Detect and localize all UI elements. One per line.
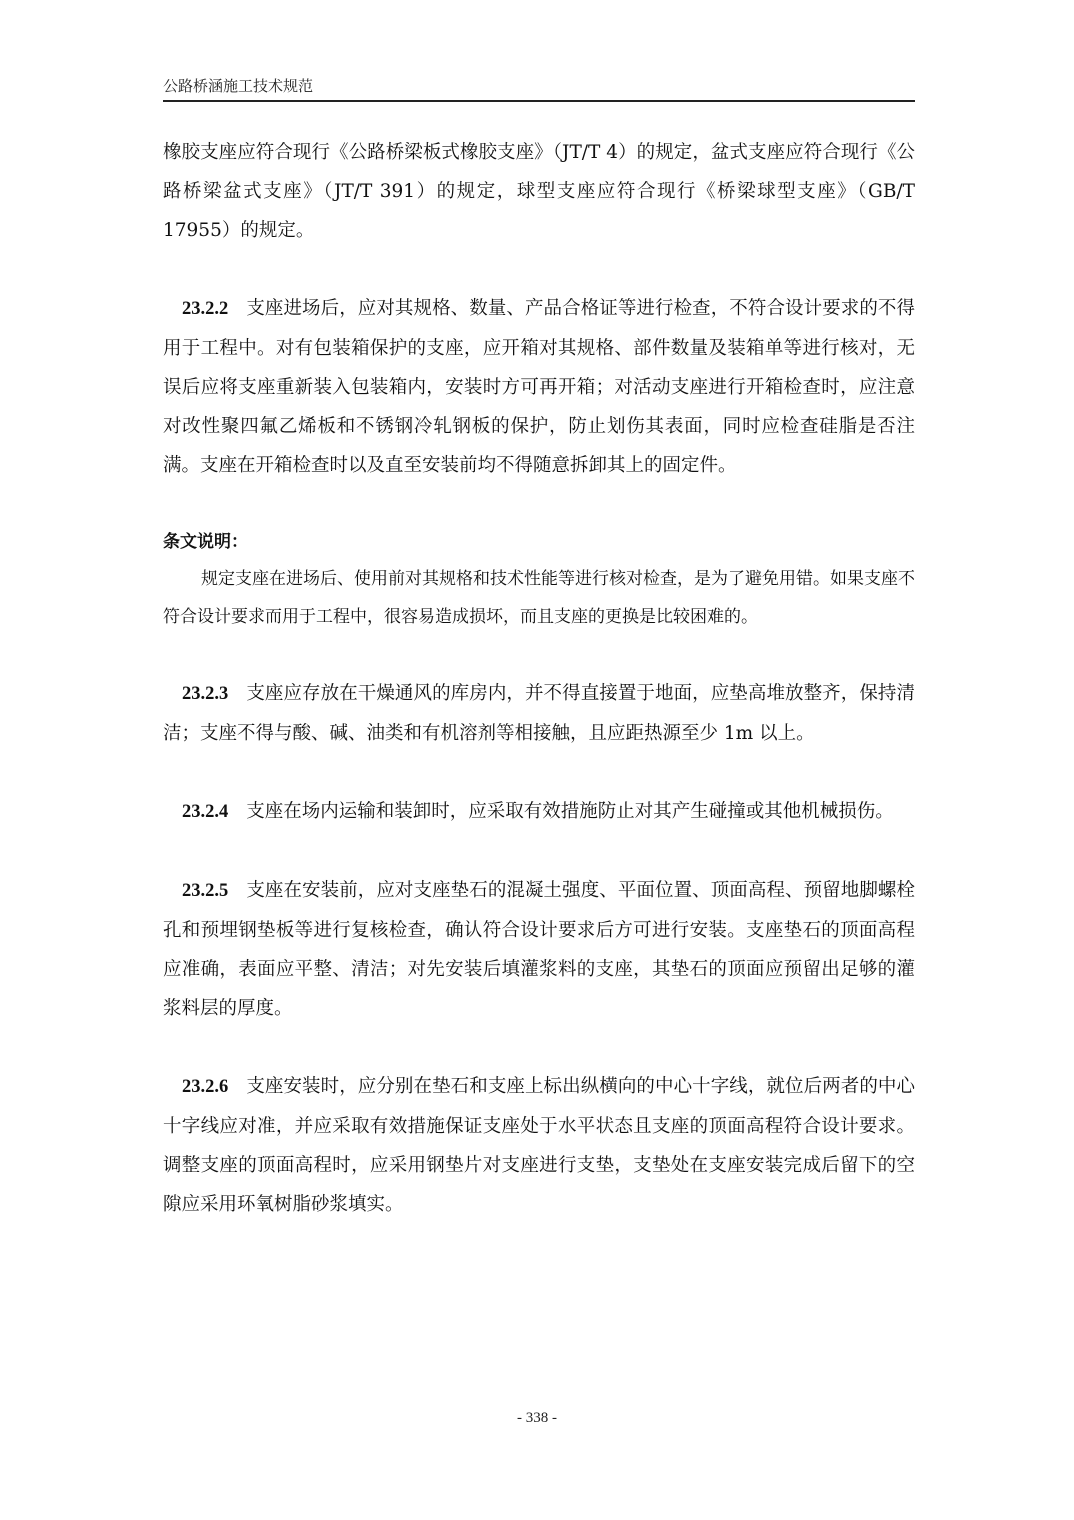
clause-number: 23.2.2 — [182, 299, 229, 319]
page-header — [163, 76, 915, 102]
clause-number: 23.2.5 — [182, 881, 229, 901]
spacer — [163, 753, 915, 792]
clause-23-2-3 — [163, 674, 915, 753]
spacer — [163, 250, 915, 289]
clause-text: 支座在场内运输和装卸时，应采取有效措施防止对其产生碰撞或其他机械损伤。 — [246, 801, 894, 822]
spacer — [163, 832, 915, 871]
clause-23-2-2 — [163, 289, 915, 485]
page-number: - 338 - — [517, 1410, 557, 1426]
clause-text: 支座在安装前，应对支座垫石的混凝土强度、平面位置、顶面高程、预留地脚螺栓孔和预埋钢垫板等进行复核检查，确认符合设计要求后方可进行安装。支座垫石的顶面高程应准确，表面应平整、清洁；对先安装后填灌浆料的支座，其垫石的顶面应预留出足够的灌浆料层的厚度。 — [163, 880, 915, 1019]
spacer — [163, 636, 915, 674]
clause-number: 23.2.6 — [182, 1077, 229, 1097]
explanation-text: 规定支座在进场后、使用前对其规格和技术性能等进行核对检查，是为了避免用错。如果支座不符合设计要求而用于工程中，很容易造成损坏，而且支座的更换是比较困难的。 — [163, 569, 915, 627]
intro-paragraph: 橡胶支座应符合现行《公路桥梁板式橡胶支座》（JT/T 4）的规定，盆式支座应符合现行《公路桥梁盆式支座》（JT/T 391）的规定，球型支座应符合现行《桥梁球型支座》（GB/T 17955）的规定。 — [163, 142, 915, 241]
header-title: 公路桥涵施工技术规范 — [163, 77, 314, 95]
explanation-title: 条文说明： — [163, 532, 248, 552]
clause-23-2-5 — [163, 871, 915, 1028]
clause-number: 23.2.4 — [182, 802, 229, 822]
spacer — [163, 485, 915, 524]
spacer — [163, 1028, 915, 1067]
clause-text: 支座进场后，应对其规格、数量、产品合格证等进行检查，不符合设计要求的不得用于工程中。对有包装箱保护的支座，应开箱对其规格、部件数量及装箱单等进行核对，无误后应将支座重新装入包装箱内，安装时方可再开箱；对活动支座进行开箱检查时，应注意对改性聚四氟乙烯板和不锈钢冷轧钢板的保护，防止划伤其表面，同时应检查硅脂是否注满。支座在开箱检查时以及直至安装前均不得随意拆卸其上的固定件。 — [163, 298, 915, 476]
clause-23-2-6 — [163, 1067, 915, 1224]
clause-text: 支座应存放在干燥通风的库房内，并不得直接置于地面，应垫高堆放整齐，保持清洁；支座不得与酸、碱、油类和有机溶剂等相接触，且应距热源至少 1m 以上。 — [163, 683, 915, 744]
clause-text: 支座安装时，应分别在垫石和支座上标出纵横向的中心十字线，就位后两者的中心十字线应对准，并应采取有效措施保证支座处于水平状态且支座的顶面高程符合设计要求。调整支座的顶面高程时，应采用钢垫片对支座进行支垫，支垫处在支座安装完成后留下的空隙应采用环氧树脂砂浆填实。 — [163, 1076, 915, 1215]
clause-23-2-4 — [163, 792, 915, 832]
page-content — [163, 133, 915, 1224]
clause-number: 23.2.3 — [182, 684, 229, 704]
clause-explanation — [163, 524, 915, 636]
